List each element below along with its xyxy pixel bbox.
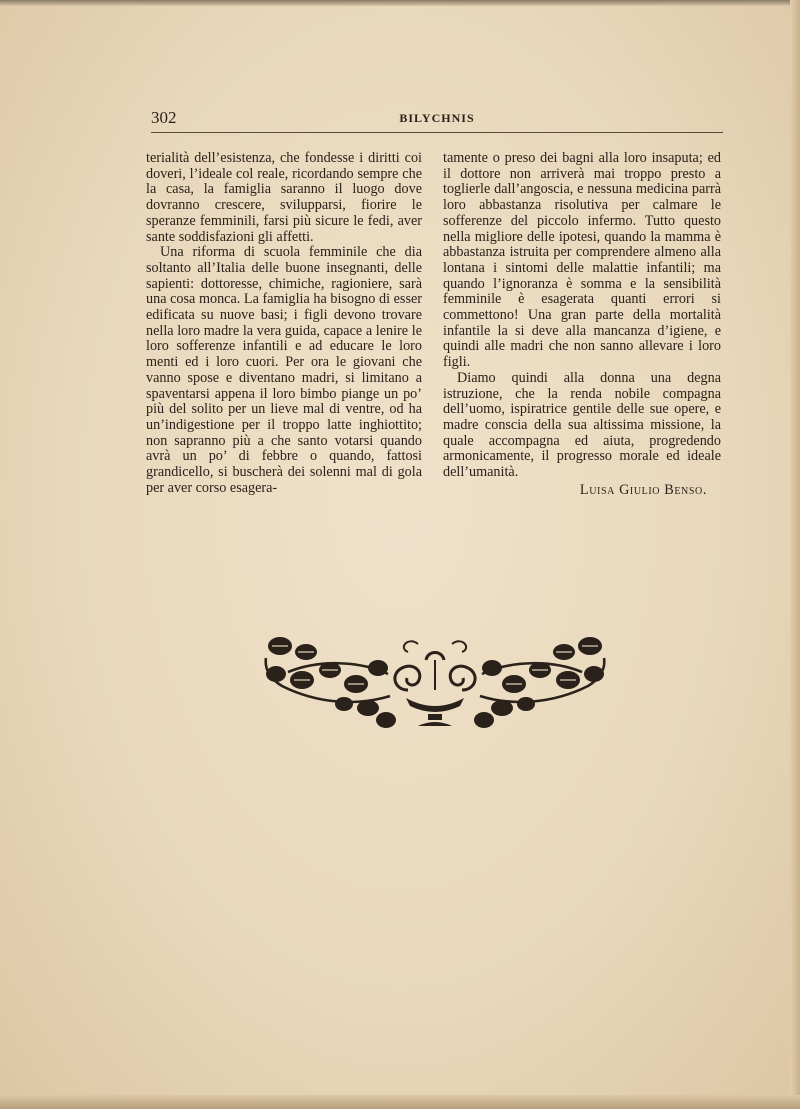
header-rule xyxy=(151,132,723,133)
page-number: 302 xyxy=(151,108,177,127)
paragraph: terialità dell’esistenza, che fondesse i diritti coi doveri, l’ideale col reale, ricordando sempre che la casa, la famiglia saranno il luogo dove dovranno crescere, svilupparsi, fiorire le speranze femminili, farsi più sicure le fedi, aver sante soddisfazioni gli affetti. xyxy=(146,150,422,245)
author-signature: Luisa Giulio Benso. xyxy=(579,481,707,498)
right-column xyxy=(443,151,721,498)
paragraph: Diamo quindi alla donna una degna istruzione, che la renda nobile compagna dell’uomo, ispiratrice gentile delle sue opere, e madre conscia della sua altissima missione, la quale accompagna ed aiuta, progredendo armonicamente, il progresso morale ed ideale dell’umanità. xyxy=(443,369,721,481)
page-header xyxy=(151,108,723,130)
left-column xyxy=(146,151,422,496)
page-top-edge xyxy=(0,0,800,6)
page-right-edge xyxy=(790,0,800,1109)
running-title: BILYCHNIS xyxy=(399,111,475,125)
paragraph: Una riforma di scuola femminile che dia soltanto all’Italia delle buone insegnanti, delle sapienti: dottoresse, chimiche, ragioniere, sarà una cosa monca. La famiglia ha bisogno di esser edificata su nuove basi; i figli devono trovare nella loro madre la vera guida, capace a lenire le loro sofferenze infantili e ad educare le loro menti ed i loro cuori. Per ora le giovani che vanno spose e diventano madri, si limitano a spaventarsi appena il loro bimbo piange un po’ più del solito per un lieve mal di ventre, od ha un’indigestione per il troppo latte inghiottito; non sapranno più a che santo votarsi quando avrà un po’ di febbre o quando, fattosi grandicello, si buscherà dei solenni mal di gola per aver corso esagera- xyxy=(146,244,422,496)
paragraph: tamente o preso dei bagni alla loro insaputa; ed il dottore non arriverà mai troppo presto a toglierle dall’angoscia, e nessuna medicina parrà loro abbastanza risolutiva per calmare le sofferenze del piccolo infermo. Tutto questo nella migliore delle ipotesi, quando la mamma è abbastanza istruita per comprendere almeno alla lontana i sintomi delle malattie infantili; ma quando l’ignoranza è somma e la sensibilità femminile è esagerata quanti errori si commettono! Una gran parte della mortalità infantile la si deve alla mancanza d’igiene, e quindi alle madri che non sanno allevare i loro figli. xyxy=(443,150,721,371)
vase-with-vines-ornament-icon xyxy=(258,630,612,732)
page-bottom-edge xyxy=(0,1095,800,1109)
